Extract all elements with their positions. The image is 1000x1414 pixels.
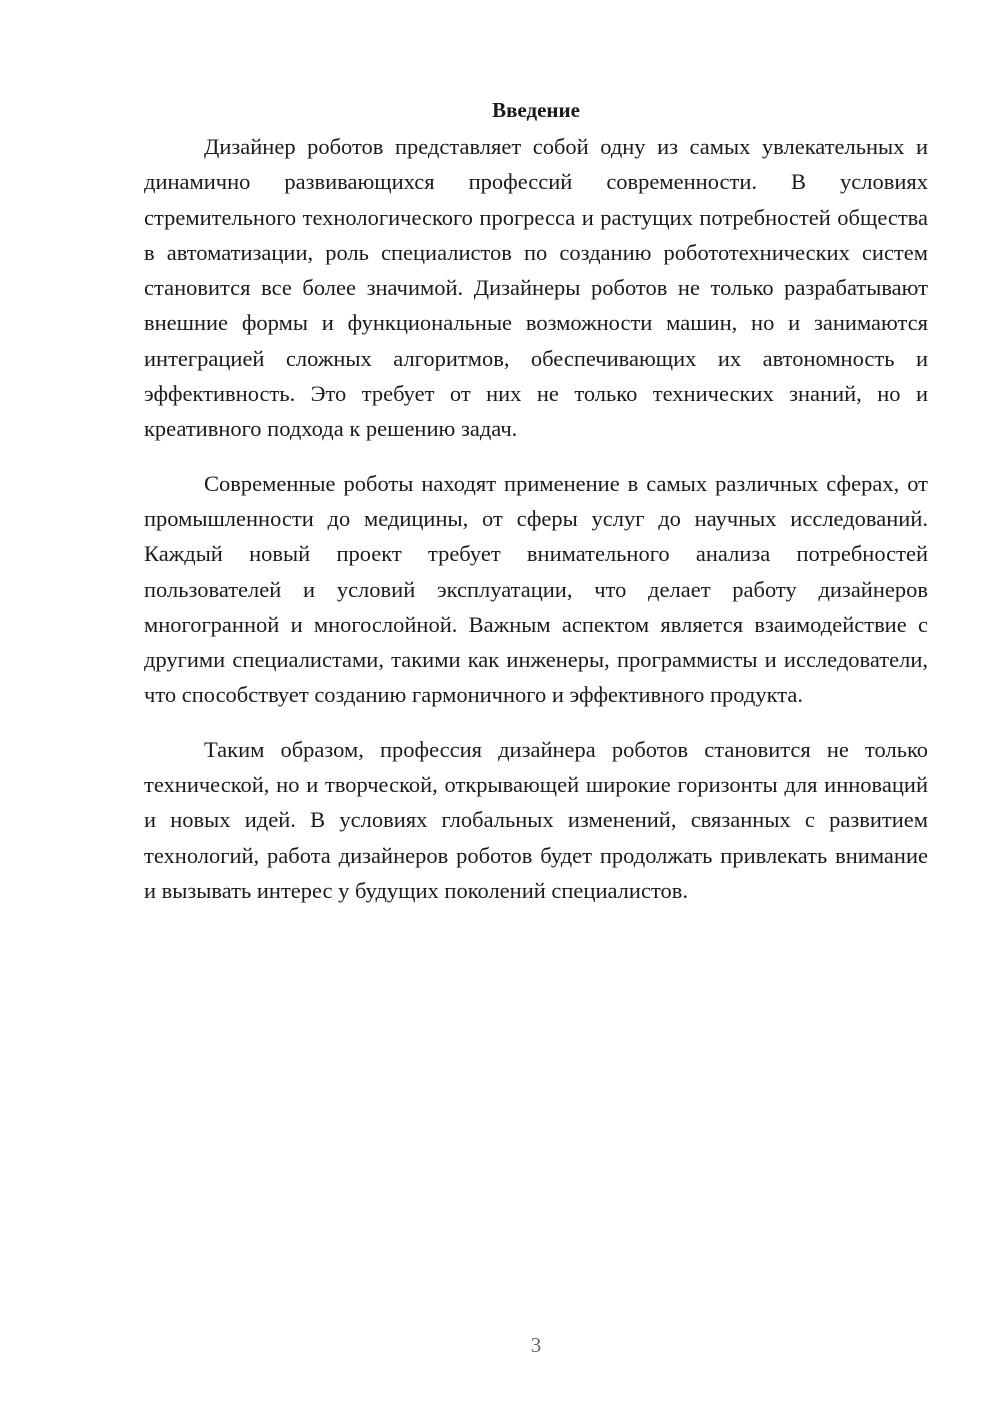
page-content xyxy=(144,92,928,927)
paragraph-1: Дизайнер роботов представляет собой одну из самых увлекательных и динамично развивающихся профессий современности. В условиях стремительного технологического прогресса и растущих потребностей общества в автоматизации, роль специалистов по созданию робототехнических систем становится все более значимой. Дизайнеры роботов не только разрабатывают внешние формы и функциональные возможности машин, но и занимаются интеграцией сложных алгоритмов, обеспечивающих их автономность и эффективность. Это требует от них не только технических знаний, но и креативного подхода к решению задач. xyxy=(144,134,928,442)
paragraph-2: Современные роботы находят применение в самых различных сферах, от промышленности до медицины, от сферы услуг до научных исследований. Каждый новый проект требует внимательного анализа потребностей пользователей и условий эксплуатации, что делает работу дизайнеров многогранной и многослойной. Важным аспектом является взаимодействие с другими специалистами, такими как инженеры, программисты и исследователи, что способствует созданию гармоничного и эффективного продукта. xyxy=(144,470,928,708)
page-number: 3 xyxy=(530,1333,542,1357)
paragraph-3: Таким образом, профессия дизайнера роботов становится не только технической, но и творческой, открывающей широкие горизонты для инноваций и новых идей. В условиях глобальных изменений, связанных с развитием технологий, работа дизайнеров роботов будет продолжать привлекать внимание и вызывать интерес у будущих поколений специалистов. xyxy=(144,736,928,903)
section-title: Введение xyxy=(492,98,580,122)
